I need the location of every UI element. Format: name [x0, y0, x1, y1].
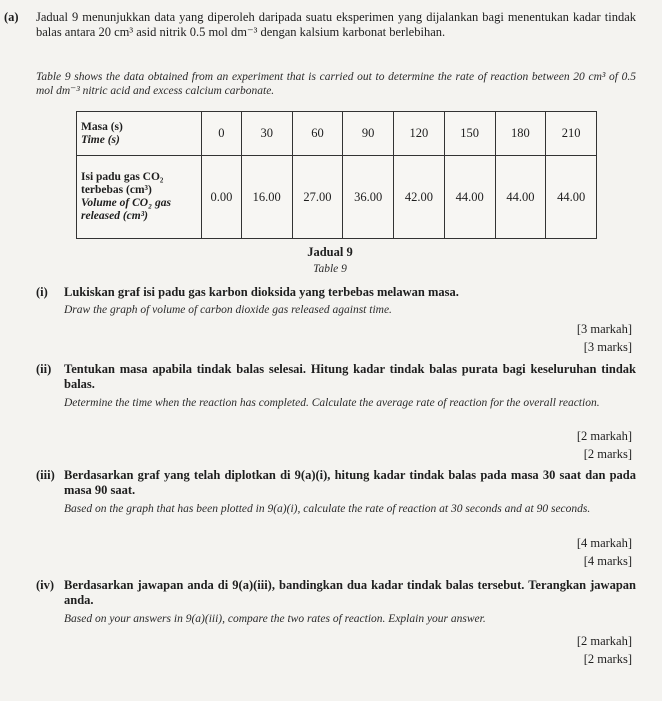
part-number: (i) — [36, 285, 48, 299]
volume-cell: 36.00 — [343, 156, 394, 239]
part-text-ms: Lukiskan graf isi padu gas karbon dioksida yang terbebas melawan masa. — [64, 285, 459, 299]
time-cell: 90 — [343, 112, 394, 156]
volume-row — [77, 156, 597, 239]
marks-ms: [3 markah] — [576, 322, 632, 336]
part-text-ms: Berdasarkan jawapan anda di 9(a)(iii), bandingkan dua kadar tindak balas tersebut. Terangkan jawapan anda. — [64, 578, 636, 607]
part-text-en: Determine the time when the reaction has completed. Calculate the average rate of reaction for the overall reaction. — [64, 397, 600, 409]
volume-cell: 42.00 — [394, 156, 445, 239]
part-text-ms: Tentukan masa apabila tindak balas selesai. Hitung kadar tindak balas purata bagi keseluruhan tindak balas. — [64, 362, 636, 391]
marks-ms: [2 markah] — [576, 429, 632, 443]
data-table — [76, 111, 597, 239]
marks-en: [4 marks] — [583, 554, 632, 568]
question-label: (a) — [4, 10, 19, 24]
volume-cell: 44.00 — [444, 156, 495, 239]
time-cell: 60 — [292, 112, 343, 156]
part-text-ms: Berdasarkan graf yang telah diplotkan di 9(a)(i), hitung kadar tindak balas pada masa 30 saat dan pada masa 90 saat. — [64, 468, 636, 497]
volume-cell: 0.00 — [202, 156, 242, 239]
volume-header-en-1: Volume of CO₂ gas — [81, 197, 171, 209]
marks-ms: [2 markah] — [576, 634, 632, 648]
part-text-en: Draw the graph of volume of carbon dioxide gas released against time. — [64, 304, 392, 316]
part-text-en: Based on the graph that has been plotted in 9(a)(i), calculate the rate of reaction at 30 seconds and at 90 seconds. — [64, 503, 591, 515]
volume-cell: 16.00 — [241, 156, 292, 239]
time-cell: 120 — [394, 112, 445, 156]
time-header-ms: Masa (s) — [81, 120, 123, 133]
volume-cell: 44.00 — [546, 156, 597, 239]
volume-header-ms-2: terbebas (cm³) — [81, 184, 152, 196]
time-row — [77, 112, 597, 156]
intro-malay: Jadual 9 menunjukkan data yang diperoleh daripada suatu eksperimen yang dijalankan bagi menentukan kadar tindak balas antara 20 cm³ asid nitrik 0.5 mol dm⁻³ dengan kalsium karbonat berlebihan. — [36, 10, 636, 39]
volume-header — [77, 156, 202, 239]
part-number: (iii) — [36, 468, 55, 482]
time-cell: 210 — [546, 112, 597, 156]
time-cell: 150 — [444, 112, 495, 156]
part-text-en: Based on your answers in 9(a)(iii), compare the two rates of reaction. Explain your answer. — [64, 613, 486, 625]
table-caption-en: Table 9 — [313, 263, 347, 275]
marks-ms: [4 markah] — [576, 536, 632, 550]
time-header — [77, 112, 202, 156]
part-number: (ii) — [36, 362, 52, 376]
volume-header-ms-1: Isi padu gas CO₂ — [81, 171, 164, 183]
volume-header-en-2: released (cm³) — [81, 210, 148, 222]
time-cell: 0 — [202, 112, 242, 156]
table-caption-ms: Jadual 9 — [307, 245, 353, 259]
time-header-en: Time (s) — [81, 133, 120, 146]
time-cell: 180 — [495, 112, 546, 156]
marks-en: [2 marks] — [583, 447, 632, 461]
part-number: (iv) — [36, 578, 55, 592]
marks-en: [2 marks] — [583, 652, 632, 666]
volume-cell: 27.00 — [292, 156, 343, 239]
intro-english: Table 9 shows the data obtained from an experiment that is carried out to determine the rate of reaction between 20 cm³ of 0.5 mol dm⁻³ nitric acid and excess calcium carbonate. — [36, 71, 636, 97]
volume-cell: 44.00 — [495, 156, 546, 239]
marks-en: [3 marks] — [583, 340, 632, 354]
time-cell: 30 — [241, 112, 292, 156]
